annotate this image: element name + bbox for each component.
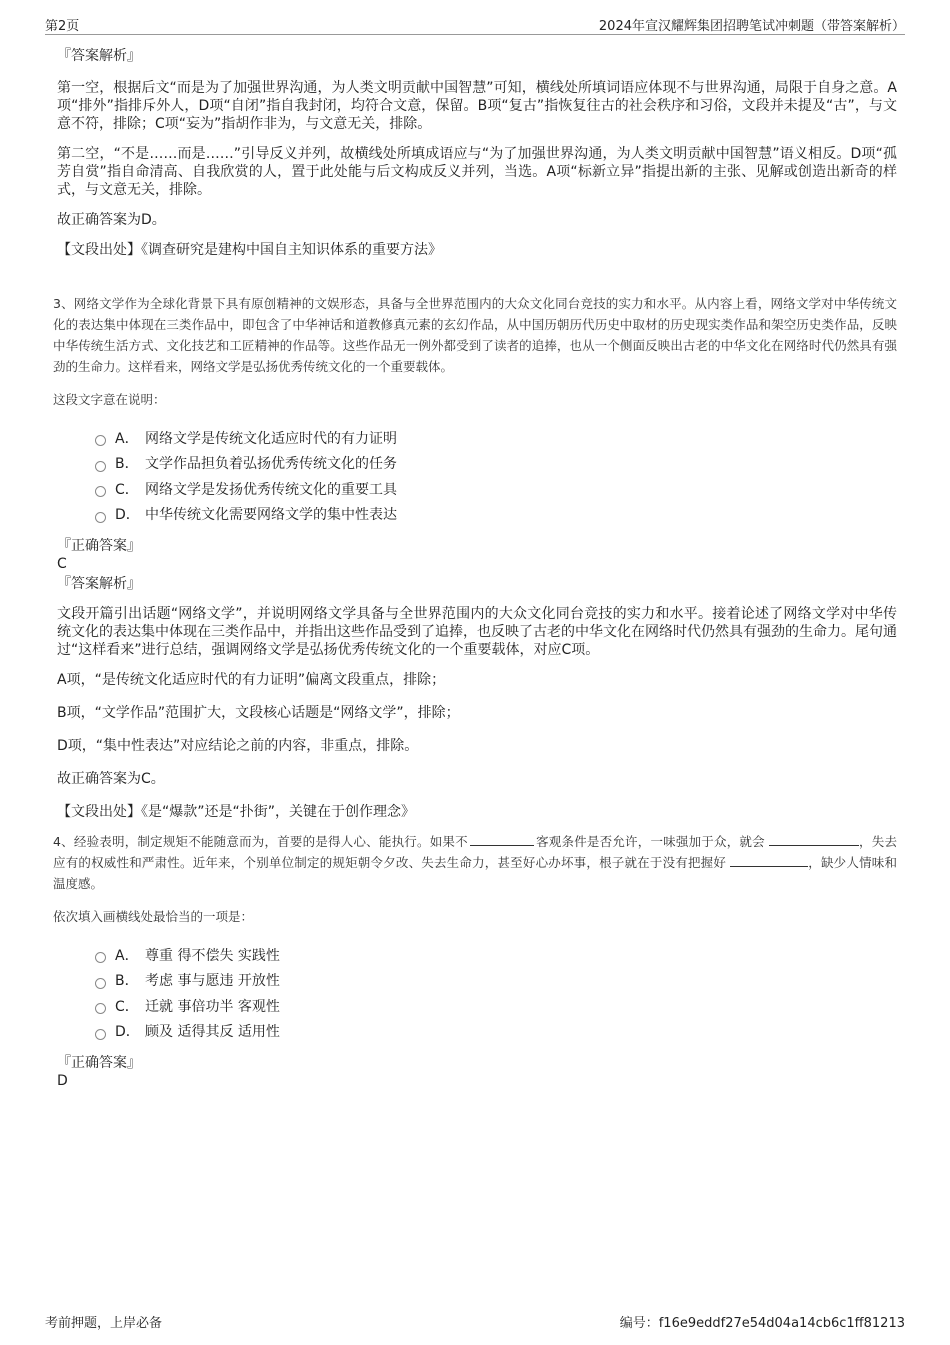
analysis-label: 『答案解析』 [57,48,141,64]
page-content [53,47,897,1092]
option-a[interactable] [95,425,897,451]
analysis-paragraph: 故正确答案为C。 [57,771,165,787]
option-b[interactable] [95,968,897,994]
option-d[interactable] [95,502,897,528]
option-letter: C． [115,481,139,498]
question-text-part: ，失去应有的权威性和严肃性。近年来，个别单位制定的规矩朝令夕改、失去生命力，甚至好心办坏事，根子就在于没有把握好 [53,834,897,870]
option-c[interactable] [95,476,897,502]
correct-answer-label: 『正确答案』 [57,538,141,554]
analysis-paragraph: D项，“集中性表达”对应结论之前的内容，非重点，排除。 [57,738,419,754]
analysis-label: 『答案解析』 [57,576,141,592]
blank-2 [769,833,859,846]
q2-analysis [57,47,897,259]
question-text-part: 客观条件是否允许，一味强加于众，就会 [535,834,765,849]
option-letter: B． [115,456,139,473]
option-a[interactable] [95,942,897,968]
radio-icon[interactable] [95,1029,106,1040]
document-id: 编号：f16e9eddf27e54d04a14cb6c1ff81213 [619,1316,905,1331]
option-list [95,942,897,1044]
option-list [95,425,897,527]
option-text: 中华传统文化需要网络文学的集中性表达 [145,507,397,524]
question-text [53,831,897,894]
question-text-part: ，缺少人情味和温度感。 [53,855,897,891]
analysis-paragraph: 文段开篇引出话题“网络文学”，并说明网络文学具备与全世界范围内的大众文化同台竞技的实力和水平。接着论述了网络文学对中华传统文化的表达集中体现在三类作品中，并指出这些作品受到了追捧，也反映了古老的中华文化在网络时代仍然具有强劲的生命力。尾句通过“这样看来”进行总结，强调网络文学是弘扬优秀传统文化的一个重要载体，对应C项。 [57,606,897,658]
blank-3 [730,854,808,867]
correct-answer: C [57,556,67,572]
question-prompt: 依次填入画横线处最恰当的一项是： [53,909,254,924]
question-3 [53,293,897,821]
page-number: 第2页 [45,19,80,34]
option-d[interactable] [95,1019,897,1045]
document-title: 2024年宣汉耀辉集团招聘笔试冲刺题（带答案解析） [598,19,905,34]
question-text-part: 4、经验表明，制定规矩不能随意而为，首要的是得人心、能执行。如果不 [53,834,468,849]
radio-icon[interactable] [95,952,106,963]
option-text: 文学作品担负着弘扬优秀传统文化的任务 [145,456,397,473]
radio-icon[interactable] [95,435,106,446]
analysis-paragraph: 第一空，根据后文“而是为了加强世界沟通，为人类文明贡献中国智慧”可知，横线处所填词语应体现不与世界沟通，局限于自身之意。A项“排外”指排斥外人，D项“自闭”指自我封闭，均符合文意，保留。B项“复古”指恢复往古的社会秩序和习俗，文段并未提及“古”，与文意不符，排除；C项“妄为”指胡作非为，与文意无关，排除。 [57,80,897,132]
question-prompt: 这段文字意在说明： [53,392,166,407]
option-letter: A． [115,947,139,964]
analysis-paragraph: A项，“是传统文化适应时代的有力证明”偏离文段重点，排除； [57,672,446,688]
option-c[interactable] [95,993,897,1019]
option-letter: B． [115,973,139,990]
option-text: 考虑 事与愿违 开放性 [145,973,280,990]
analysis-paragraph: 故正确答案为D。 [57,212,166,228]
option-text: 尊重 得不偿失 实践性 [145,947,280,964]
source-citation: 【文段出处】《是“爆款”还是“扑街”，关键在于创作理念》 [57,804,416,820]
analysis-paragraph: 第二空，“不是……而是……”引导反义并列，故横线处所填成语应与“为了加强世界沟通，为人类文明贡献中国智慧”语义相反。D项“孤芳自赏”指自命清高、自我欣赏的人，置于此处能与后文构成反义并列，当选。A项“标新立异”指提出新的主张、见解或创造出新奇的样式，与文意无关，排除。 [57,146,897,198]
option-letter: A． [115,430,139,447]
radio-icon[interactable] [95,1003,106,1014]
option-b[interactable] [95,451,897,477]
option-text: 迁就 事倍功半 客观性 [145,998,280,1015]
radio-icon[interactable] [95,978,106,989]
radio-icon[interactable] [95,486,106,497]
correct-answer-label: 『正确答案』 [57,1055,141,1071]
option-letter: D． [115,1024,140,1041]
radio-icon[interactable] [95,461,106,472]
footer-slogan: 考前押题，上岸必备 [45,1316,163,1331]
question-4 [53,831,897,1090]
question-text: 3、网络文学作为全球化背景下具有原创精神的文娱形态，具备与全世界范围内的大众文化同台竞技的实力和水平。从内容上看，网络文学对中华传统文化的表达集中体现在三类作品中，即包含了中华神话和道教修真元素的玄幻作品，从中国历朝历代历史中取材的历史现实类作品和架空历史类作品，反映中华传统生活方式、文化技艺和工匠精神的作品等。这些作品无一例外都受到了读者的追捧，也从一个侧面反映出古老的中华文化在网络时代仍然具有强劲的生命力。这样看来，网络文学是弘扬优秀传统文化的一个重要载体。 [53,296,897,374]
option-text: 网络文学是传统文化适应时代的有力证明 [145,430,397,447]
option-letter: D． [115,507,140,524]
analysis-paragraph: B项，“文学作品”范围扩大，文段核心话题是“网络文学”，排除； [57,705,460,721]
option-text: 顾及 适得其反 适用性 [145,1024,280,1041]
page-header [45,14,905,35]
option-text: 网络文学是发扬优秀传统文化的重要工具 [145,481,397,498]
option-letter: C． [115,998,139,1015]
radio-icon[interactable] [95,512,106,523]
source-citation: 【文段出处】《调查研究是建构中国自主知识体系的重要方法》 [57,242,442,258]
blank-1 [470,833,534,846]
correct-answer: D [57,1073,68,1089]
